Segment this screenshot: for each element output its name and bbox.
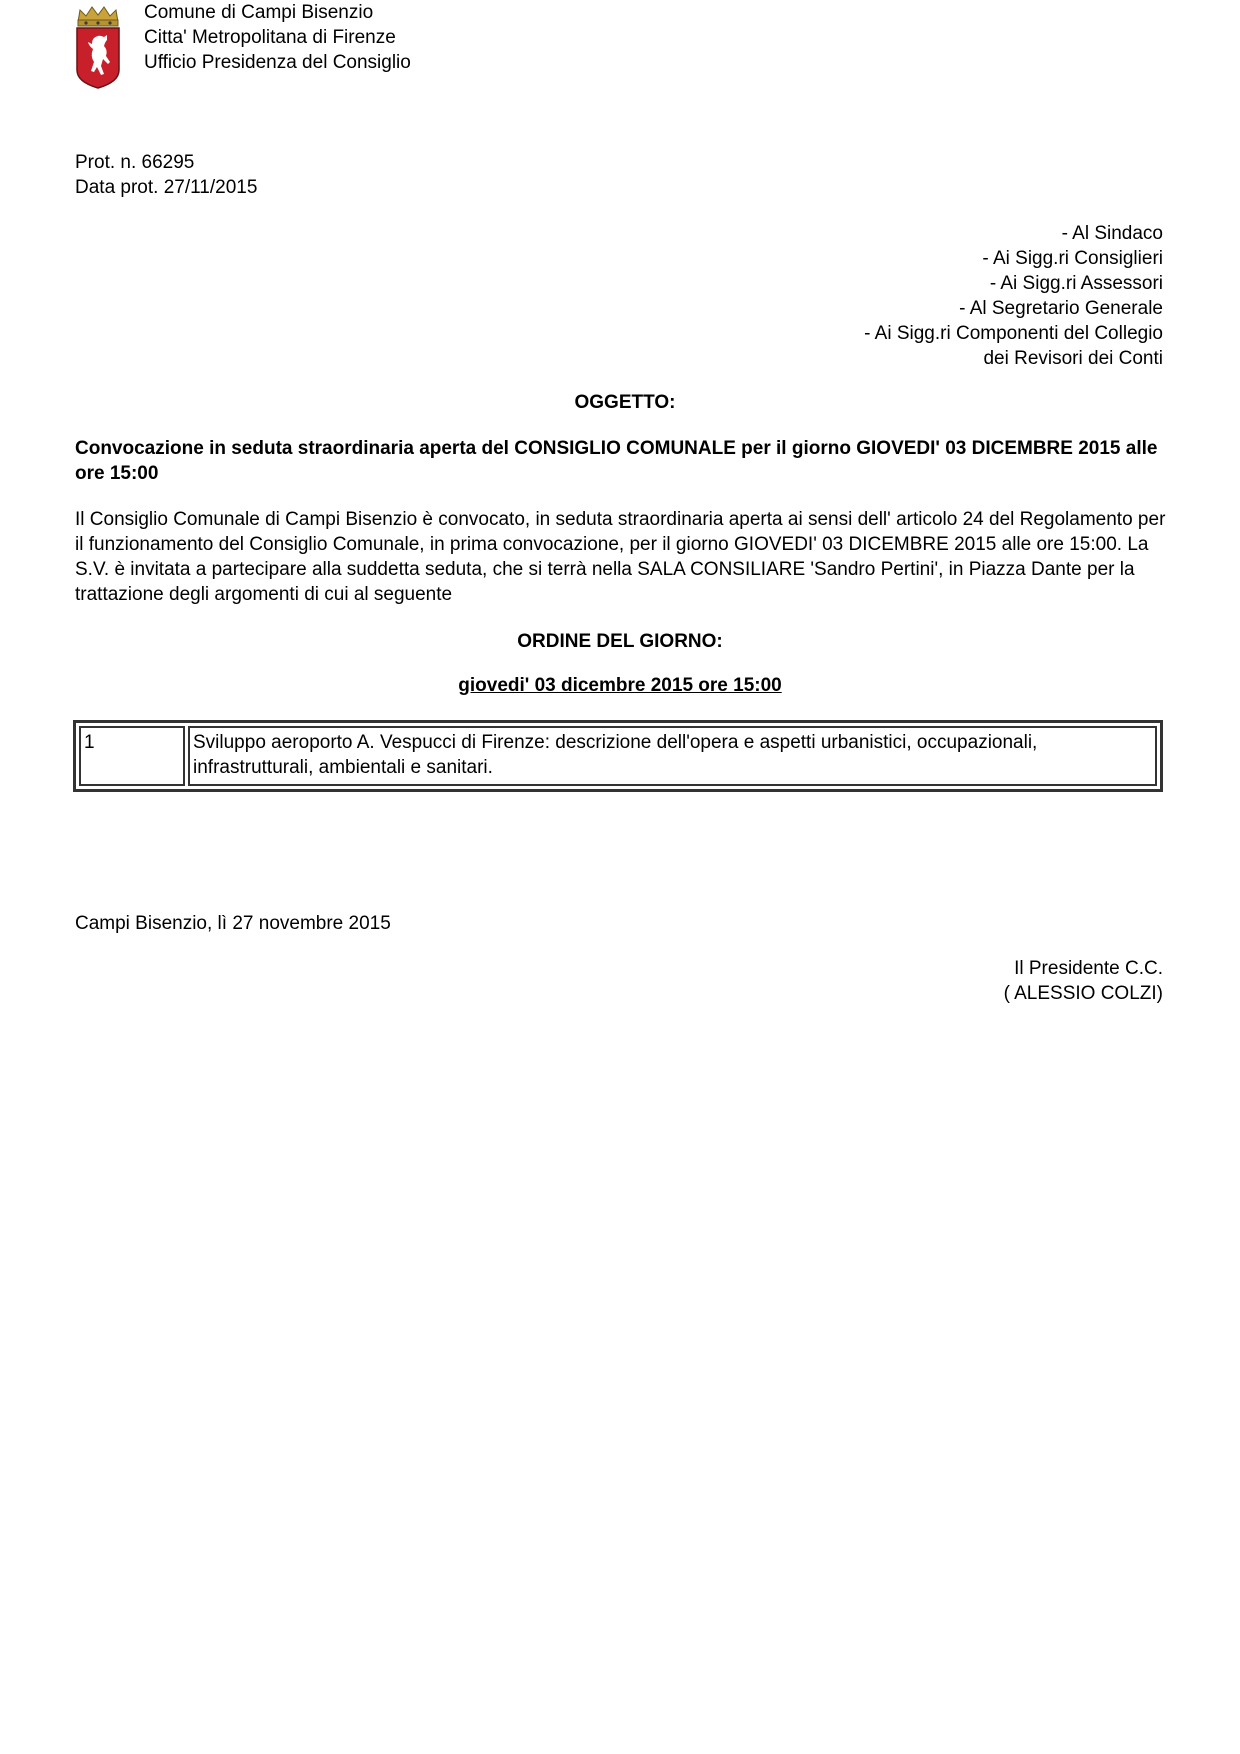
recipient-line: - Ai Sigg.ri Consiglieri [982,248,1163,269]
municipality-name: Comune di Campi Bisenzio [144,2,374,23]
metro-city-name: Citta' Metropolitana di Firenze [144,27,396,48]
agenda-table [73,720,1163,792]
agenda-item-text: Sviluppo aeroporto A. Vespucci di Firenze: descrizione dell'opera e aspetti urbanistici, occupazionali, infrastrutturali, ambientali e sanitari. [188,726,1157,786]
signer-name: ( ALESSIO COLZI) [1003,983,1163,1004]
protocol-date: Data prot. 27/11/2015 [75,177,258,198]
protocol-number: Prot. n. 66295 [75,152,195,173]
convocation-body: Il Consiglio Comunale di Campi Bisenzio è convocato, in seduta straordinaria aperta ai sensi dell' articolo 24 del Regolamento per il funzionamento del Consiglio Comunale, in prima convocazione, per il giorno GIOVEDI' 03 DICEMBRE 2015 alle ore 15:00. La S.V. è invitata a partecipare alla suddetta seduta, che si terrà nella SALA CONSILIARE 'Sandro Pertini', in Piazza Dante per la trattazione degli argomenti di cui al seguente [75,509,1166,605]
coat-of-arms-icon [74,4,122,90]
place-and-date: Campi Bisenzio, lì 27 novembre 2015 [75,913,391,934]
agenda-date: giovedi' 03 dicembre 2015 ore 15:00 [458,675,782,696]
signature-block [1004,956,1163,1006]
subject-label: OGGETTO: [574,392,676,413]
recipient-line: - Ai Sigg.ri Assessori [989,273,1163,294]
protocol-block [75,150,257,200]
agenda-title: ORDINE DEL GIORNO: [517,631,723,652]
table-row [79,726,1157,786]
recipient-line: - Al Segretario Generale [959,298,1163,319]
agenda-item-number: 1 [79,726,185,786]
recipient-line: - Al Sindaco [1061,223,1163,244]
recipient-line: - Ai Sigg.ri Componenti del Collegio [864,323,1163,344]
recipient-line: dei Revisori dei Conti [983,348,1163,369]
signer-role: Il Presidente C.C. [1014,958,1163,979]
recipients-list [864,221,1163,371]
subject-text: Convocazione in seduta straordinaria aperta del CONSIGLIO COMUNALE per il giorno GIOVEDI' 03 DICEMBRE 2015 alle ore 15:00 [75,438,1158,484]
letterhead [144,0,411,75]
subject-heading [0,390,1240,415]
office-name: Ufficio Presidenza del Consiglio [144,52,411,73]
